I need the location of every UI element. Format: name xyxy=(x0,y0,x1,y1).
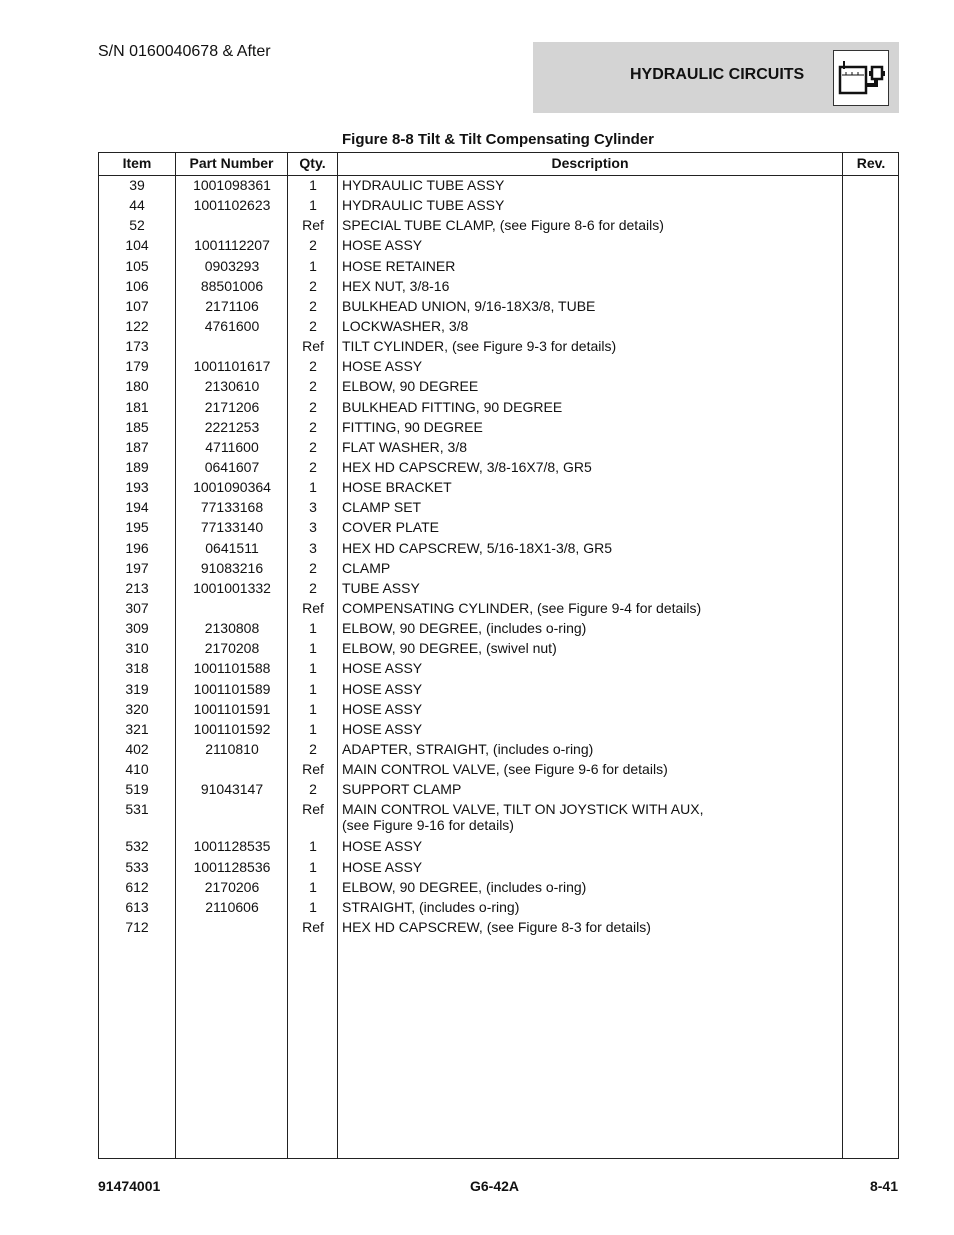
item-number: 319 xyxy=(125,680,149,697)
description: LOCKWASHER, 3/8 xyxy=(342,317,469,334)
table-row xyxy=(99,438,898,458)
quantity: 2 xyxy=(309,438,317,455)
table-row xyxy=(99,760,898,780)
item-number: 307 xyxy=(125,599,149,616)
item-number: 196 xyxy=(125,539,149,556)
part-number: 2171206 xyxy=(204,398,260,415)
item-number: 197 xyxy=(125,559,149,576)
description: HOSE ASSY xyxy=(342,660,423,677)
part-number: 1001112207 xyxy=(194,237,270,254)
quantity: 2 xyxy=(309,378,317,395)
part-number: 91083216 xyxy=(200,559,264,576)
table-row xyxy=(99,398,898,418)
description: FLAT WASHER, 3/8 xyxy=(342,438,467,455)
item-number: 122 xyxy=(125,317,149,334)
table-row xyxy=(99,196,898,216)
part-number: 2110606 xyxy=(205,898,259,915)
item-number: 310 xyxy=(125,640,149,657)
item-number: 180 xyxy=(125,378,149,395)
quantity: 2 xyxy=(309,297,317,314)
table-row xyxy=(99,478,898,498)
description: MAIN CONTROL VALVE, TILT ON JOYSTICK WITH AUX, xyxy=(342,801,704,818)
description: ADAPTER, STRAIGHT, (includes o-ring) xyxy=(342,740,594,757)
description: BULKHEAD UNION, 9/16-18X3/8, TUBE xyxy=(342,297,596,314)
item-number: 173 xyxy=(125,338,149,355)
item-number: 194 xyxy=(125,499,149,516)
part-number: 1001102623 xyxy=(193,197,271,214)
part-number: 1001101589 xyxy=(193,680,271,697)
description-continued: (see Figure 9-16 for details) xyxy=(342,817,514,834)
description: HYDRAULIC TUBE ASSY xyxy=(342,177,505,193)
item-number: 106 xyxy=(125,277,149,294)
table-row xyxy=(99,918,898,938)
part-number: 4761600 xyxy=(204,317,260,334)
quantity: 2 xyxy=(309,358,317,375)
column-header-description: Description xyxy=(551,155,629,171)
part-number: 1001001332 xyxy=(193,579,271,596)
description: HOSE ASSY xyxy=(342,720,423,737)
description: HEX HD CAPSCREW, 5/16-18X1-3/8, GR5 xyxy=(342,539,612,556)
quantity: 1 xyxy=(309,680,317,697)
description: HEX NUT, 3/8-16 xyxy=(342,277,450,294)
quantity: 2 xyxy=(309,317,317,334)
item-number: 320 xyxy=(125,700,149,717)
description: HOSE BRACKET xyxy=(342,479,452,496)
item-number: 189 xyxy=(125,458,149,475)
description: TILT CYLINDER, (see Figure 9-3 for details) xyxy=(342,338,617,355)
part-number: 91043147 xyxy=(200,781,264,798)
table-row xyxy=(99,559,898,579)
table-row xyxy=(99,740,898,760)
item-number: 519 xyxy=(125,781,149,798)
part-number: 0641511 xyxy=(205,539,259,556)
item-number: 213 xyxy=(125,579,149,596)
quantity: 2 xyxy=(309,237,317,254)
description: SPECIAL TUBE CLAMP, (see Figure 8-6 for details) xyxy=(342,217,664,234)
table-row xyxy=(99,257,898,277)
quantity: Ref xyxy=(302,599,324,616)
table-row xyxy=(99,458,898,478)
column-header-rev: Rev. xyxy=(856,155,886,171)
table-body xyxy=(99,176,898,938)
part-number: 2170208 xyxy=(204,640,260,657)
item-number: 613 xyxy=(125,898,149,915)
table-row xyxy=(99,680,898,700)
description: SUPPORT CLAMP xyxy=(342,781,462,798)
part-number: 1001098361 xyxy=(193,177,271,193)
part-number: 1001101591 xyxy=(193,700,271,717)
quantity: 1 xyxy=(309,640,317,657)
item-number: 531 xyxy=(125,801,149,818)
page-number: 8-41 xyxy=(869,1178,898,1194)
item-number: 193 xyxy=(125,479,149,496)
quantity: Ref xyxy=(302,761,324,778)
table-row xyxy=(99,236,898,256)
item-number: 185 xyxy=(125,418,149,435)
table-row xyxy=(99,659,898,679)
description: HOSE RETAINER xyxy=(342,257,456,274)
description: FITTING, 90 DEGREE xyxy=(342,418,483,435)
table-row xyxy=(99,498,898,518)
table-row xyxy=(99,216,898,236)
table-row xyxy=(99,277,898,297)
hydraulic-circuit-icon xyxy=(833,50,889,106)
description: CLAMP xyxy=(342,559,391,576)
quantity: 1 xyxy=(309,479,317,496)
description: HOSE ASSY xyxy=(342,838,423,855)
table-row xyxy=(99,780,898,800)
table-row xyxy=(99,337,898,357)
part-number: 2171106 xyxy=(205,297,259,314)
description: HOSE ASSY xyxy=(342,358,423,375)
item-number: 187 xyxy=(125,438,149,455)
table-row xyxy=(99,357,898,377)
quantity: 1 xyxy=(309,878,317,895)
item-number: 179 xyxy=(125,358,149,375)
part-number: 2110810 xyxy=(205,740,259,757)
quantity: 3 xyxy=(309,519,317,536)
quantity: 1 xyxy=(309,700,317,717)
part-number: 2130610 xyxy=(204,378,260,395)
figure-title: Figure 8-8 Tilt & Tilt Compensating Cylinder xyxy=(342,131,654,148)
section-header xyxy=(533,42,899,113)
table-row xyxy=(99,518,898,538)
quantity: 1 xyxy=(309,257,317,274)
part-number: 77133168 xyxy=(200,499,264,516)
model-number: G6-42A xyxy=(470,1178,520,1194)
item-number: 612 xyxy=(125,878,149,895)
table-row xyxy=(99,619,898,639)
quantity: Ref xyxy=(302,918,324,935)
column-header-part-number: Part Number xyxy=(189,155,274,171)
part-number: 1001128535 xyxy=(193,838,271,855)
description: ELBOW, 90 DEGREE xyxy=(342,378,479,395)
serial-number: S/N 0160040678 & After xyxy=(98,43,271,60)
quantity: 1 xyxy=(309,177,317,193)
quantity: 1 xyxy=(309,838,317,855)
item-number: 321 xyxy=(125,720,149,737)
table-row xyxy=(99,837,898,857)
part-number: 0903293 xyxy=(204,257,260,274)
item-number: 44 xyxy=(129,197,145,214)
column-header-qty: Qty. xyxy=(299,155,326,171)
description: TUBE ASSY xyxy=(342,579,420,596)
description: HEX HD CAPSCREW, 3/8-16X7/8, GR5 xyxy=(342,458,592,475)
item-number: 39 xyxy=(129,177,145,193)
item-number: 181 xyxy=(125,398,149,415)
description: COMPENSATING CYLINDER, (see Figure 9-4 for details) xyxy=(342,599,702,616)
table-row xyxy=(99,599,898,619)
quantity: Ref xyxy=(302,338,324,355)
part-number: 1001101617 xyxy=(193,358,271,375)
quantity: Ref xyxy=(302,217,324,234)
description: BULKHEAD FITTING, 90 DEGREE xyxy=(342,398,563,415)
description: ELBOW, 90 DEGREE, (includes o-ring) xyxy=(342,620,587,637)
table-row xyxy=(99,858,898,878)
item-number: 107 xyxy=(125,297,149,314)
table-row xyxy=(99,878,898,898)
table-row xyxy=(99,639,898,659)
item-number: 52 xyxy=(129,217,145,234)
part-number: 2221253 xyxy=(204,418,260,435)
part-number: 2130808 xyxy=(204,620,260,637)
quantity: 3 xyxy=(309,539,317,556)
item-number: 105 xyxy=(125,257,149,274)
quantity: 1 xyxy=(309,858,317,875)
item-number: 318 xyxy=(125,660,149,677)
table-row xyxy=(99,898,898,918)
parts-table xyxy=(98,152,899,1159)
description: COVER PLATE xyxy=(342,519,439,536)
part-number: 77133140 xyxy=(200,519,264,536)
table-row xyxy=(99,579,898,599)
table-row xyxy=(99,377,898,397)
description: HOSE ASSY xyxy=(342,237,423,254)
table-row xyxy=(99,700,898,720)
part-number: 4711600 xyxy=(205,438,259,455)
quantity: 1 xyxy=(309,720,317,737)
item-number: 195 xyxy=(125,519,149,536)
quantity: 2 xyxy=(309,781,317,798)
description: HOSE ASSY xyxy=(342,700,423,717)
quantity: Ref xyxy=(302,801,324,818)
item-number: 532 xyxy=(125,838,149,855)
quantity: 3 xyxy=(309,499,317,516)
table-row xyxy=(99,720,898,740)
description: ELBOW, 90 DEGREE, (includes o-ring) xyxy=(342,878,587,895)
column-header-item: Item xyxy=(122,155,152,171)
description: HOSE ASSY xyxy=(342,680,423,697)
table-row xyxy=(99,418,898,438)
item-number: 309 xyxy=(125,620,149,637)
description: STRAIGHT, (includes o-ring) xyxy=(342,898,520,915)
table-row xyxy=(99,297,898,317)
quantity: 1 xyxy=(309,197,317,214)
table-row xyxy=(99,800,898,837)
part-number: 1001101592 xyxy=(193,720,271,737)
part-number: 2170206 xyxy=(204,878,260,895)
part-number: 1001128536 xyxy=(193,858,271,875)
section-title: HYDRAULIC CIRCUITS xyxy=(630,66,805,83)
quantity: 1 xyxy=(309,898,317,915)
item-number: 104 xyxy=(125,237,149,254)
part-number: 1001090364 xyxy=(193,479,271,496)
part-number: 0641607 xyxy=(204,458,260,475)
document-number: 91474001 xyxy=(98,1178,161,1194)
item-number: 533 xyxy=(125,858,149,875)
quantity: 1 xyxy=(309,620,317,637)
quantity: 2 xyxy=(309,740,317,757)
description: HOSE ASSY xyxy=(342,858,423,875)
quantity: 2 xyxy=(309,418,317,435)
quantity: 2 xyxy=(309,398,317,415)
quantity: 2 xyxy=(309,458,317,475)
part-number: 88501006 xyxy=(200,277,264,294)
item-number: 410 xyxy=(125,761,149,778)
table-row xyxy=(99,176,898,196)
description: HEX HD CAPSCREW, (see Figure 8-3 for details) xyxy=(342,918,651,935)
description: HYDRAULIC TUBE ASSY xyxy=(342,197,505,214)
table-row xyxy=(99,317,898,337)
description: ELBOW, 90 DEGREE, (swivel nut) xyxy=(342,640,557,657)
table-row xyxy=(99,539,898,559)
description: CLAMP SET xyxy=(342,499,422,516)
quantity: 2 xyxy=(309,277,317,294)
quantity: 1 xyxy=(309,660,317,677)
description: MAIN CONTROL VALVE, (see Figure 9-6 for details) xyxy=(342,761,668,778)
item-number: 402 xyxy=(125,740,149,757)
quantity: 2 xyxy=(309,559,317,576)
quantity: 2 xyxy=(309,579,317,596)
item-number: 712 xyxy=(125,918,149,935)
part-number: 1001101588 xyxy=(193,660,271,677)
